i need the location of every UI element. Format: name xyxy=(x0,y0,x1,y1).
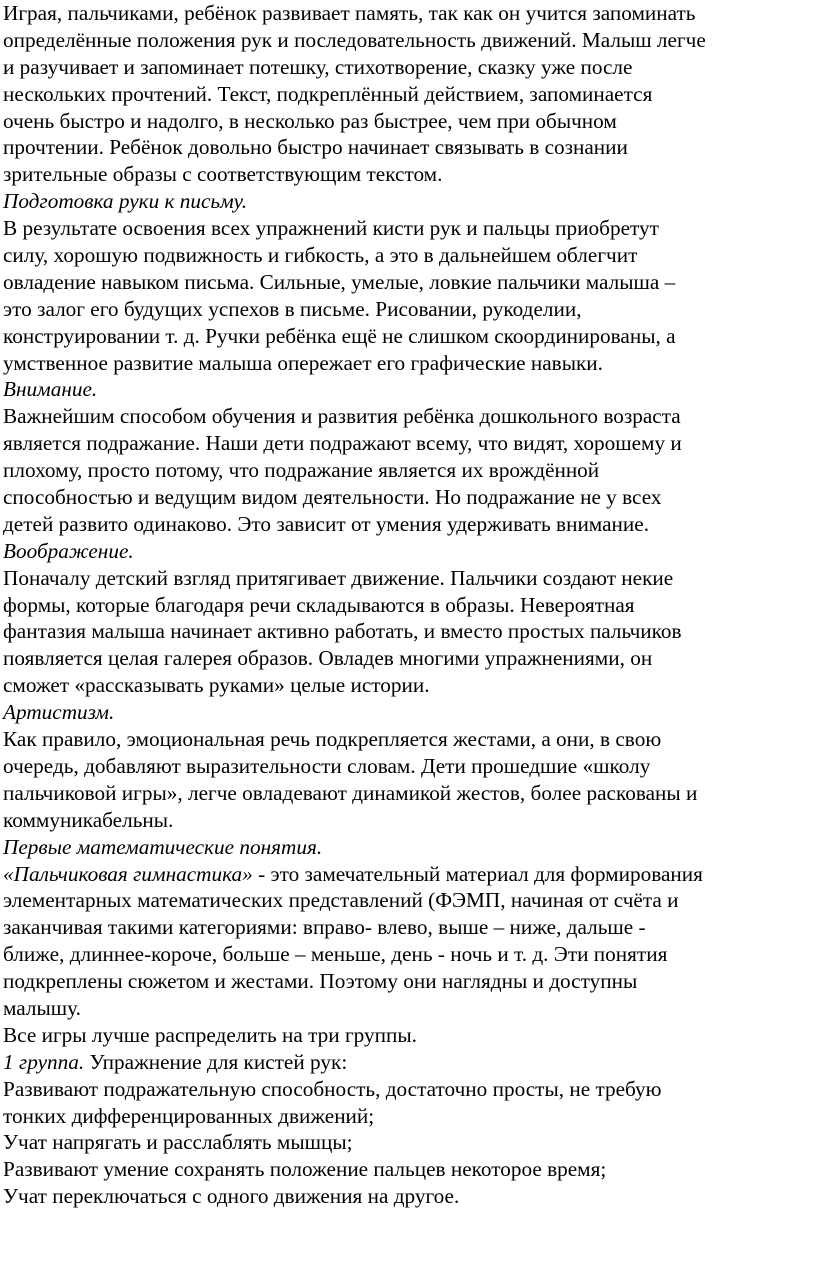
body-text: В результате освоения всех упражнений кисти рук и пальцы приобретут xyxy=(3,216,659,241)
text-line xyxy=(3,0,809,27)
text-line xyxy=(3,968,809,995)
body-text: фантазия малыша начинает активно работать, и вместо простых пальчиков xyxy=(3,619,682,644)
body-text: очень быстро и надолго, в несколько раз быстрее, чем при обычном xyxy=(3,108,617,133)
body-text: коммуникабельны. xyxy=(3,807,174,832)
text-line xyxy=(3,484,809,511)
body-text: и разучивает и запоминает потешку, стихотворение, сказку уже после xyxy=(3,54,633,79)
body-text: Поначалу детский взгляд притягивает движение. Пальчики создают некие xyxy=(3,565,674,590)
text-line xyxy=(3,914,809,941)
body-text: Развивают умение сохранять положение пальцев некоторое время; xyxy=(3,1157,607,1182)
italic-text: 1 группа. xyxy=(3,1049,85,1074)
body-text: элементарных математических представлений (ФЭМП, начиная от счёта и xyxy=(3,888,679,913)
body-text: малышу. xyxy=(3,995,81,1020)
text-line xyxy=(3,430,809,457)
text-line xyxy=(3,376,809,403)
body-text: умственное развитие малыша опережает его графические навыки. xyxy=(3,350,603,375)
text-line xyxy=(3,511,809,538)
body-text: формы, которые благодаря речи складываются в образы. Невероятная xyxy=(3,592,635,617)
text-line xyxy=(3,672,809,699)
body-text: Играя, пальчиками, ребёнок развивает память, так как он учится запоминать xyxy=(3,1,696,25)
text-line xyxy=(3,188,809,215)
text-line xyxy=(3,645,809,672)
text-line xyxy=(3,1183,809,1210)
text-line xyxy=(3,1156,809,1183)
text-line xyxy=(3,1129,809,1156)
body-text: - это замечательный материал для формирования xyxy=(252,861,703,886)
body-text: нескольких прочтений. Текст, подкреплённый действием, запоминается xyxy=(3,81,653,106)
text-line xyxy=(3,941,809,968)
body-text: Учат напрягать и расслаблять мышцы; xyxy=(3,1130,353,1155)
body-text: конструировании т. д. Ручки ребёнка ещё не слишком скоординированы, а xyxy=(3,323,676,348)
italic-text: Артистизм. xyxy=(3,700,115,725)
body-text: заканчивая такими категориями: вправо- влево, выше – ниже, дальше - xyxy=(3,915,646,940)
body-text: детей развито одинаково. Это зависит от умения удерживать внимание. xyxy=(3,511,650,536)
body-text: зрительные образы с соответствующим текстом. xyxy=(3,162,443,187)
body-text: тонких дифференцированных движений; xyxy=(3,1103,375,1128)
text-line xyxy=(3,54,809,81)
body-text: прочтении. Ребёнок довольно быстро начинает связывать в сознании xyxy=(3,135,628,160)
body-text: пальчиковой игры», легче овладевают динамикой жестов, более раскованы и xyxy=(3,780,698,805)
body-text: Как правило, эмоциональная речь подкрепляется жестами, а они, в свою xyxy=(3,727,662,752)
text-line xyxy=(3,726,809,753)
body-text: определённые положения рук и последовательность движений. Малыш легче xyxy=(3,27,706,52)
italic-text: Воображение. xyxy=(3,538,134,563)
body-text: Все игры лучше распределить на три группы. xyxy=(3,1022,417,1047)
body-text: сможет «рассказывать руками» целые истории. xyxy=(3,673,430,698)
text-line xyxy=(3,350,809,377)
text-line xyxy=(3,753,809,780)
text-line xyxy=(3,134,809,161)
text-line xyxy=(3,81,809,108)
text-line xyxy=(3,296,809,323)
italic-text: Первые математические понятия. xyxy=(3,834,323,859)
text-line xyxy=(3,807,809,834)
text-line xyxy=(3,457,809,484)
text-line xyxy=(3,27,809,54)
body-text: является подражание. Наши дети подражают всему, что видят, хорошему и xyxy=(3,431,682,456)
text-line xyxy=(3,1022,809,1049)
text-line xyxy=(3,538,809,565)
italic-text: Внимание. xyxy=(3,377,98,402)
text-line xyxy=(3,1049,809,1076)
body-text: Упражнение для кистей рук: xyxy=(84,1049,348,1074)
body-text: подкреплены сюжетом и жестами. Поэтому они наглядны и доступны xyxy=(3,969,638,994)
body-text: силу, хорошую подвижность и гибкость, а это в дальнейшем облегчит xyxy=(3,243,638,268)
text-line xyxy=(3,834,809,861)
body-text: ближе, длиннее-короче, больше – меньше, день - ночь и т. д. Эти понятия xyxy=(3,942,668,967)
text-line xyxy=(3,323,809,350)
italic-text: Подготовка руки к письму. xyxy=(3,189,248,214)
text-line xyxy=(3,108,809,135)
text-line xyxy=(3,995,809,1022)
body-text: овладение навыком письма. Сильные, умелые, ловкие пальчики малыша – xyxy=(3,269,676,294)
text-line xyxy=(3,887,809,914)
text-line xyxy=(3,242,809,269)
body-text: очередь, добавляют выразительности словам. Дети прошедшие «школу xyxy=(3,753,651,778)
text-line xyxy=(3,565,809,592)
text-line xyxy=(3,269,809,296)
italic-text: «Пальчиковая гимнастика» xyxy=(3,861,253,886)
body-text: Развивают подражательную способность, достаточно просты, не требую xyxy=(3,1076,662,1101)
text-line xyxy=(3,861,809,888)
text-line xyxy=(3,215,809,242)
text-line xyxy=(3,1076,809,1103)
body-text: появляется целая галерея образов. Овладев многими упражнениями, он xyxy=(3,646,653,671)
text-line xyxy=(3,592,809,619)
body-text: плохому, просто потому, что подражание является их врождённой xyxy=(3,458,600,483)
text-line xyxy=(3,403,809,430)
text-line xyxy=(3,780,809,807)
text-line xyxy=(3,618,809,645)
text-line xyxy=(3,161,809,188)
body-text: Учат переключаться с одного движения на другое. xyxy=(3,1184,460,1209)
body-text: это залог его будущих успехов в письме. Рисовании, рукоделии, xyxy=(3,296,582,321)
text-line xyxy=(3,699,809,726)
body-text: способностью и ведущим видом деятельности. Но подражание не у всех xyxy=(3,485,662,510)
body-text: Важнейшим способом обучения и развития ребёнка дошкольного возраста xyxy=(3,404,681,429)
text-line xyxy=(3,1103,809,1130)
